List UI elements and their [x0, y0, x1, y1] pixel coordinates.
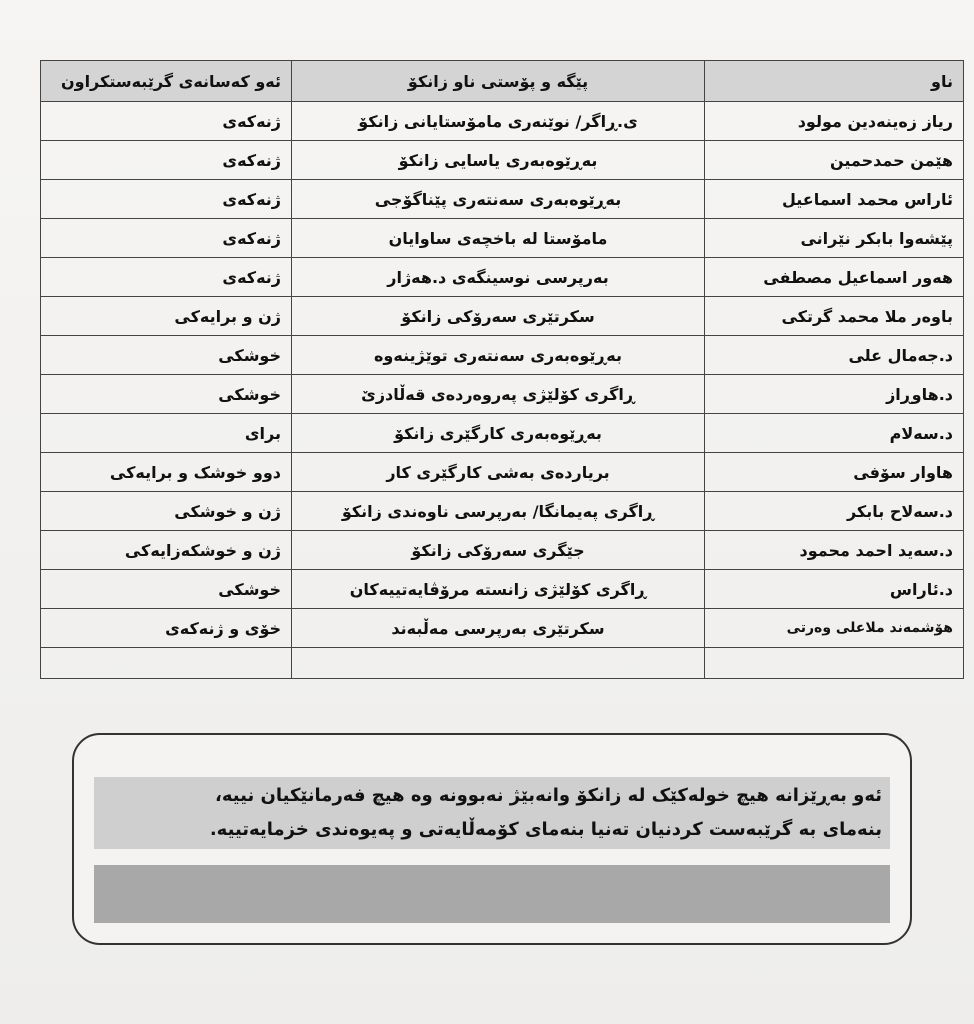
contracts-table: [40, 60, 964, 679]
header-relatives: ئەو کەسانەی گرێبەستکراون: [41, 61, 292, 102]
table-row: [41, 258, 964, 297]
cell-name: د.سەلام: [705, 414, 964, 453]
table-row: [41, 219, 964, 258]
cell-position: بەرپرسی نوسینگەی د.هەژار: [292, 258, 705, 297]
cell-name: هۆشمەند ملاعلی وەرتی: [705, 609, 964, 648]
table-row: [41, 297, 964, 336]
cell-name: ئاراس محمد اسماعیل: [705, 180, 964, 219]
table-row: [41, 102, 964, 141]
cell-relatives: ژنەکەی: [41, 141, 292, 180]
cell-relatives: خوشکی: [41, 570, 292, 609]
cell-name: د.سەید احمد محمود: [705, 531, 964, 570]
cell-name: باوەر ملا محمد گرتکی: [705, 297, 964, 336]
table-body: [41, 102, 964, 679]
note-gray-band: [94, 865, 890, 923]
cell-empty: [705, 648, 964, 679]
cell-name: پێشەوا بابکر نێرانی: [705, 219, 964, 258]
cell-position: سکرتێری بەرپرسی مەڵبەند: [292, 609, 705, 648]
header-position: پێگە و پۆستی ناو زانکۆ: [292, 61, 705, 102]
table-row: [41, 336, 964, 375]
cell-name: هاوار سۆفی: [705, 453, 964, 492]
table-row: [41, 375, 964, 414]
table-header-row: [41, 61, 964, 102]
cell-position: ڕاگری کۆلێژی پەروەردەی قەڵادزێ: [292, 375, 705, 414]
cell-relatives: ژنەکەی: [41, 180, 292, 219]
cell-relatives: ژنەکەی: [41, 102, 292, 141]
cell-empty: [292, 648, 705, 679]
cell-relatives: ژن و خوشکەزایەکی: [41, 531, 292, 570]
cell-position: بەڕێوەبەری سەنتەری پێناگۆجی: [292, 180, 705, 219]
cell-name: هێمن حمدحمین: [705, 141, 964, 180]
cell-name: د.سەلاح بابکر: [705, 492, 964, 531]
cell-relatives: خۆی و ژنەکەی: [41, 609, 292, 648]
cell-relatives: خوشکی: [41, 375, 292, 414]
cell-name: د.جەمال علی: [705, 336, 964, 375]
cell-relatives: ژن و خوشکی: [41, 492, 292, 531]
cell-relatives: ژنەکەی: [41, 219, 292, 258]
cell-relatives: خوشکی: [41, 336, 292, 375]
header-name: ناو: [705, 61, 964, 102]
table-row: [41, 570, 964, 609]
cell-empty: [41, 648, 292, 679]
cell-relatives: دوو خوشک و برایەکی: [41, 453, 292, 492]
cell-position: بەڕێوەبەری سەنتەری توێژینەوە: [292, 336, 705, 375]
cell-position: سکرتێری سەرۆکی زانکۆ: [292, 297, 705, 336]
note-line-2: بنەمای بە گرێبەست کردنیان تەنیا بنەمای کۆمەڵایەتی و پەیوەندی خزمایەتییە.: [209, 819, 882, 840]
cell-name: ریاز زەینەدین مولود: [705, 102, 964, 141]
cell-relatives: برای: [41, 414, 292, 453]
table-row: [41, 414, 964, 453]
table-row: [41, 180, 964, 219]
table-row: [41, 453, 964, 492]
table-row-empty: [41, 648, 964, 679]
table-row: [41, 141, 964, 180]
cell-relatives: ژنەکەی: [41, 258, 292, 297]
cell-position: مامۆستا لە باخچەی ساوایان: [292, 219, 705, 258]
cell-position: ڕاگری کۆلێژی زانستە مرۆڤایەتییەکان: [292, 570, 705, 609]
table-row: [41, 531, 964, 570]
note-line-1: ئەو بەڕێزانە هیچ خولەکێک لە زانکۆ وانەبێژ نەبوونە وە هیچ فەرمانێکیان نییە،: [215, 785, 882, 806]
cell-position: بەڕێوەبەری یاسایی زانکۆ: [292, 141, 705, 180]
table-row: [41, 609, 964, 648]
cell-position: بریاردەی بەشی کارگێری کار: [292, 453, 705, 492]
cell-name: د.هاوڕاز: [705, 375, 964, 414]
cell-position: ڕاگری پەیمانگا/ بەرپرسی ناوەندی زانکۆ: [292, 492, 705, 531]
cell-name: هەور اسماعیل مصطفی: [705, 258, 964, 297]
cell-name: د.ئاراس: [705, 570, 964, 609]
cell-position: ی.ڕاگر/ نوێنەری مامۆستایانی زانکۆ: [292, 102, 705, 141]
table-row: [41, 492, 964, 531]
cell-position: جێگری سەرۆکی زانکۆ: [292, 531, 705, 570]
cell-position: بەڕێوەبەری کارگێری زانکۆ: [292, 414, 705, 453]
cell-relatives: ژن و برایەکی: [41, 297, 292, 336]
note-box: [72, 733, 912, 945]
note-text: [94, 777, 890, 849]
